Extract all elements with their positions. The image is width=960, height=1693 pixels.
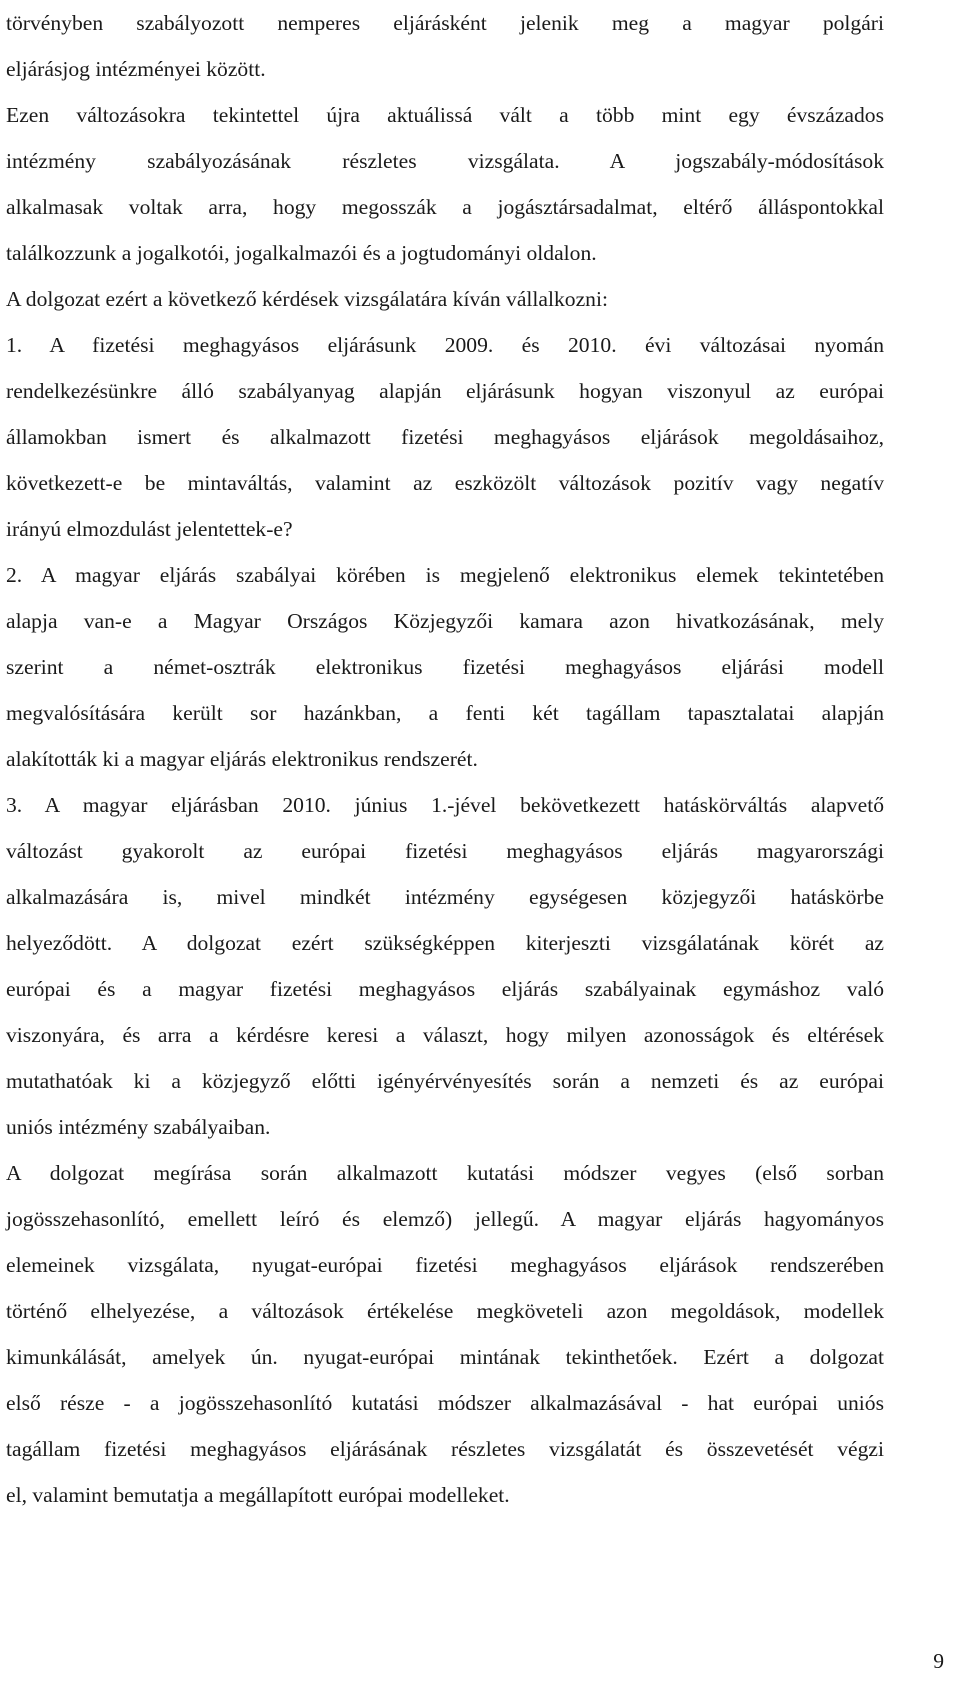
text-line: tagállam fizetési meghagyásos eljárásának részletes vizsgálatát és összevetését végzi [6, 1437, 884, 1461]
text-line: 3. A magyar eljárásban 2010. június 1.-jével bekövetkezett hatáskörváltás alapvető [6, 793, 884, 817]
text-line: uniós intézmény szabályaiban. [6, 1115, 271, 1139]
text-line: alapja van-e a Magyar Országos Közjegyzői kamara azon hivatkozásának, mely [6, 609, 884, 633]
text-line: változást gyakorolt az európai fizetési meghagyásos eljárás magyarországi [6, 839, 884, 863]
text-line: mutathatóak ki a közjegyző előtti igényérvényesítés során a nemzeti és az európai [6, 1069, 884, 1093]
text-line: helyeződött. A dolgozat ezért szükségképpen kiterjeszti vizsgálatának körét az [6, 931, 884, 955]
text-line: történő elhelyezése, a változások értékelése megköveteli azon megoldások, modellek [6, 1299, 884, 1323]
text-line: első része - a jogösszehasonlító kutatási módszer alkalmazásával - hat európai uniós [6, 1391, 884, 1415]
text-line: jogösszehasonlító, emellett leíró és elemző) jellegű. A magyar eljárás hagyományos [6, 1207, 884, 1231]
text-line: viszonyára, és arra a kérdésre keresi a választ, hogy milyen azonosságok és eltérések [6, 1023, 884, 1047]
text-line: irányú elmozdulást jelentettek-e? [6, 517, 293, 541]
text-line: szerint a német-osztrák elektronikus fizetési meghagyásos eljárási modell [6, 655, 884, 679]
text-line: A dolgozat megírása során alkalmazott kutatási módszer vegyes (első sorban [6, 1161, 884, 1185]
text-line: alkalmazására is, mivel mindkét intézmény egységesen közjegyzői hatáskörbe [6, 885, 884, 909]
text-line: találkozzunk a jogalkotói, jogalkalmazói és a jogtudományi oldalon. [6, 241, 597, 265]
text-line: megvalósítására került sor hazánkban, a fenti két tagállam tapasztalatai alapján [6, 701, 884, 725]
text-line: európai és a magyar fizetési meghagyásos eljárás szabályainak egymáshoz való [6, 977, 884, 1001]
text-line: rendelkezésünkre álló szabályanyag alapján eljárásunk hogyan viszonyul az európai [6, 379, 884, 403]
text-line: kimunkálását, amelyek ún. nyugat-európai mintának tekinthetőek. Ezért a dolgozat [6, 1345, 884, 1369]
document-body [6, 0, 884, 1518]
text-line: 1. A fizetési meghagyásos eljárásunk 2009. és 2010. évi változásai nyomán [6, 333, 884, 357]
text-line: Ezen változásokra tekintettel újra aktuálissá vált a több mint egy évszázados [6, 103, 884, 127]
text-line: A dolgozat ezért a következő kérdések vizsgálatára kíván vállalkozni: [6, 287, 608, 311]
text-line: következett-e be mintaváltás, valamint az eszközölt változások pozitív vagy negatív [6, 471, 884, 495]
text-line: 2. A magyar eljárás szabályai körében is megjelenő elektronikus elemek tekintetében [6, 563, 884, 587]
text-line: törvényben szabályozott nemperes eljárásként jelenik meg a magyar polgári [6, 11, 884, 35]
text-line: elemeinek vizsgálata, nyugat-európai fizetési meghagyásos eljárások rendszerében [6, 1253, 884, 1277]
text-line: alkalmasak voltak arra, hogy megosszák a jogásztársadalmat, eltérő álláspontokkal [6, 195, 884, 219]
text-line: el, valamint bemutatja a megállapított európai modelleket. [6, 1483, 510, 1507]
text-line: eljárásjog intézményei között. [6, 57, 266, 81]
text-line: államokban ismert és alkalmazott fizetési meghagyásos eljárások megoldásaihoz, [6, 425, 884, 449]
text-line: alakították ki a magyar eljárás elektronikus rendszerét. [6, 747, 478, 771]
text-line: intézmény szabályozásának részletes vizsgálata. A jogszabály-módosítások [6, 149, 884, 173]
page-number: 9 [933, 1649, 944, 1673]
